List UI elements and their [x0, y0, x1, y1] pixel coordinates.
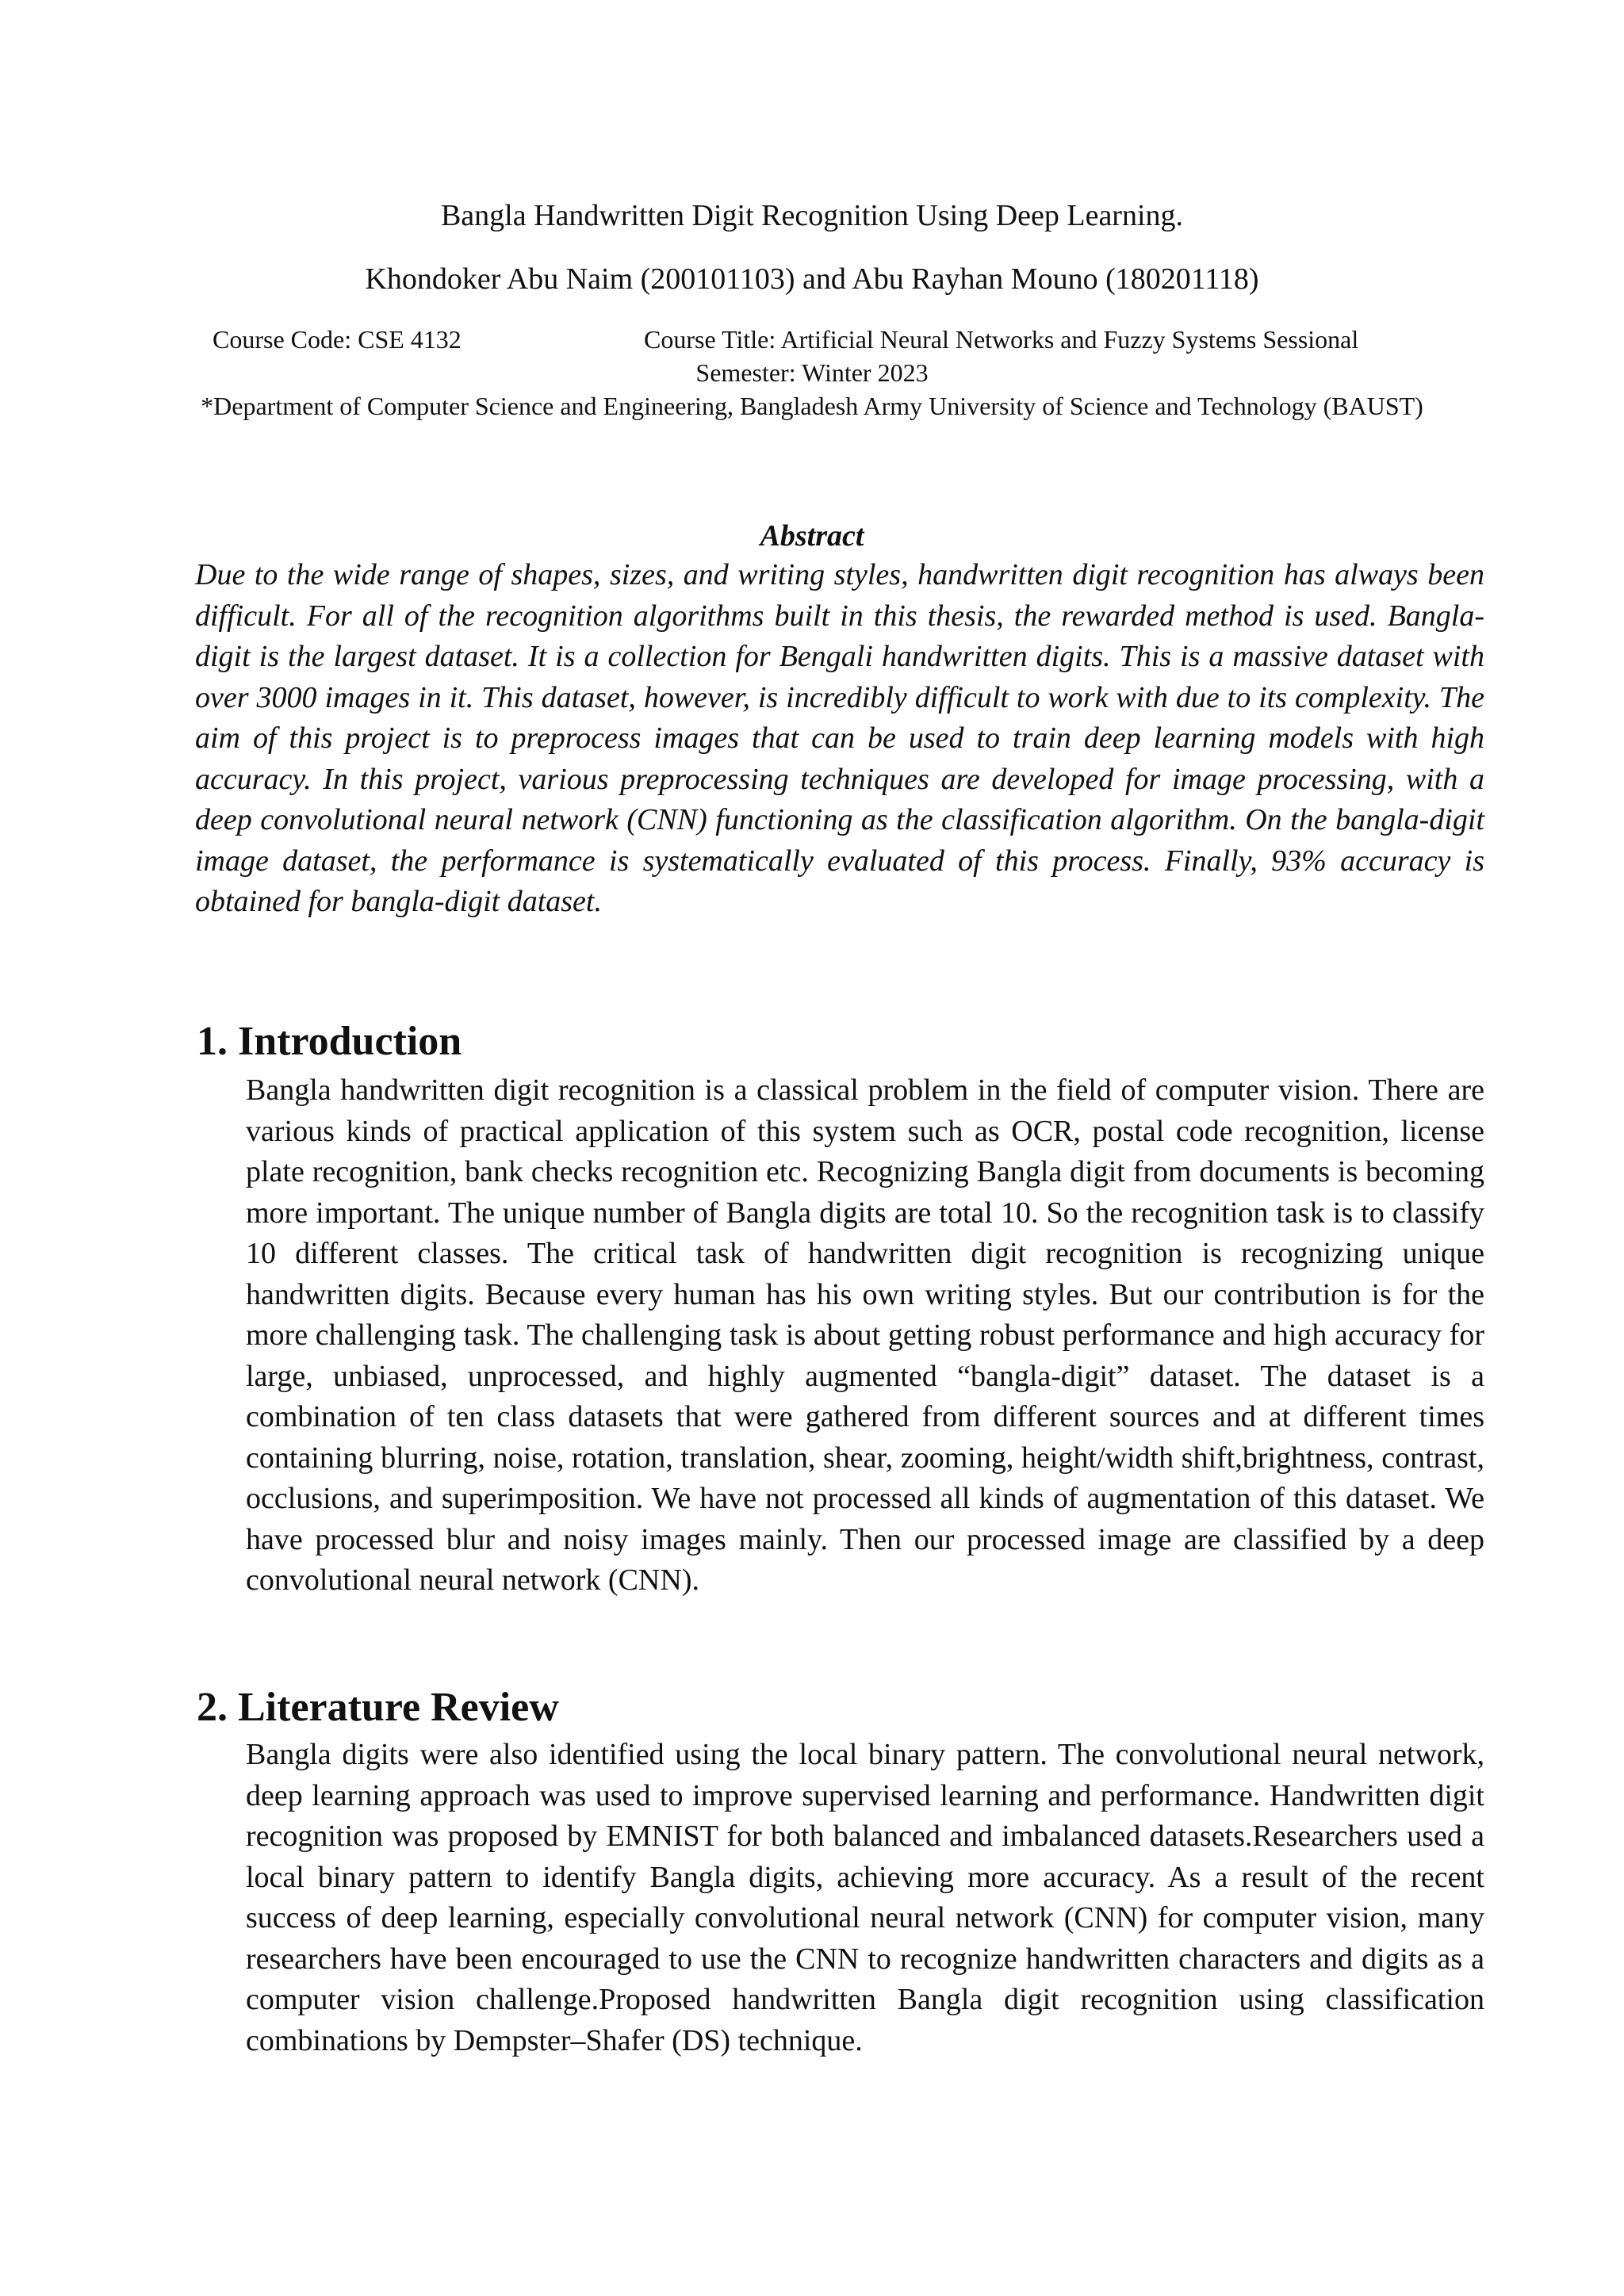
- introduction-heading: 1. Introduction: [197, 1019, 462, 1064]
- course-code: Course Code: CSE 4132: [213, 325, 462, 354]
- course-title: Course Title: Artificial Neural Networks and Fuzzy Systems Sessional: [644, 325, 1359, 354]
- department-affiliation: *Department of Computer Science and Engineering, Bangladesh Army University of Science and Technology (BAUST): [201, 392, 1423, 420]
- authors-line: Khondoker Abu Naim (200101103) and Abu Rayhan Mouno (180201118): [365, 262, 1259, 296]
- abstract-heading: Abstract: [760, 519, 864, 553]
- semester: Semester: Winter 2023: [695, 358, 929, 387]
- paper-title: Bangla Handwritten Digit Recognition Using Deep Learning.: [440, 199, 1184, 232]
- literature-review-text: Bangla digits were also identified using the local binary pattern. The convolutional neural network, deep learning approach was used to improve supervised learning and performance. Handwritten digit recognition was proposed by EMNIST for both balanced and imbalanced datasets.Researchers used a local binary pattern to identify Bangla digits, achieving more accuracy. As a result of the recent success of deep learning, especially convolutional neural network (CNN) for computer vision, many researchers have been encouraged to use the CNN to recognize handwritten characters and digits as a computer vision challenge.Proposed handwritten Bangla digit recognition using classification combinations by Dempster–Shafer (DS) technique.: [246, 1738, 1484, 2057]
- introduction-text: Bangla handwritten digit recognition is a classical problem in the field of computer vision. There are various kinds of practical application of this system such as OCR, postal code recognition, license plate recognition, bank checks recognition etc. Recognizing Bangla digit from documents is becoming more important. The unique number of Bangla digits are total 10. So the recognition task is to classify 10 different classes. The critical task of handwritten digit recognition is recognizing unique handwritten digits. Because every human has his own writing styles. But our contribution is for the more challenging task. The challenging task is about getting robust performance and high accuracy for large, unbiased, unprocessed, and highly augmented “bangla-digit” dataset. The dataset is a combination of ten class datasets that were gathered from different sources and at different times containing blurring, noise, rotation, translation, shear, zooming, height/width shift,brightness, contrast, occlusions, and superimposition. We have not processed all kinds of augmentation of this dataset. We have processed blur and noisy images mainly. Then our processed image are classified by a deep convolutional neural network (CNN).: [246, 1073, 1484, 1597]
- literature-review-heading: 2. Literature Review: [197, 1685, 559, 1730]
- abstract-text: Due to the wide range of shapes, sizes, and writing styles, handwritten digit recognition has always been difficult. For all of the recognition algorithms built in this thesis, the rewarded method is used. Bangla-digit is the largest dataset. It is a collection for Bengali handwritten digits. This is a massive dataset with over 3000 images in it. This dataset, however, is incredibly difficult to work with due to its complexity. The aim of this project is to preprocess images that can be used to train deep learning models with high accuracy. In this project, various preprocessing techniques are developed for image processing, with a deep convolutional neural network (CNN) functioning as the classification algorithm. On the bangla-digit image dataset, the performance is systematically evaluated of this process. Finally, 93% accuracy is obtained for bangla-digit dataset.: [195, 558, 1484, 918]
